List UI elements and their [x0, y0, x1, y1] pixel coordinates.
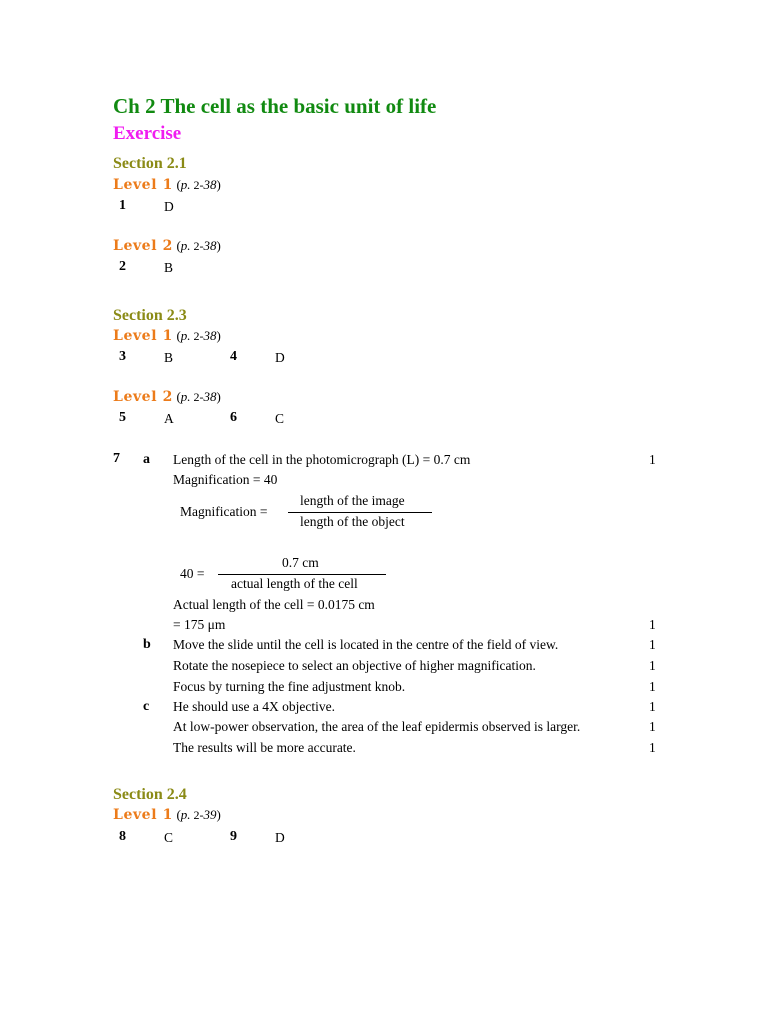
level-heading	[113, 390, 221, 405]
part-label: b	[143, 637, 151, 652]
answer: D	[164, 199, 174, 214]
page-reference: (p. 2-39)	[176, 807, 221, 822]
level-heading	[113, 178, 221, 193]
section-heading: Section 2.3	[113, 307, 187, 324]
mark: 1	[649, 740, 656, 755]
page-reference: (p. 2-38)	[176, 177, 221, 192]
question-number: 4	[230, 349, 237, 364]
level-label: Level 2	[113, 238, 173, 254]
level-heading	[113, 239, 221, 254]
answer-line: At low-power observation, the area of the leaf epidermis observed is larger.	[173, 719, 581, 734]
mark: 1	[649, 452, 656, 467]
section-heading: Section 2.4	[113, 786, 187, 803]
mark: 1	[649, 719, 656, 734]
question-number: 5	[119, 410, 126, 425]
page-reference: (p. 2-38)	[176, 238, 221, 253]
mark: 1	[649, 617, 656, 632]
answer: B	[164, 260, 174, 275]
level-label: Level 1	[113, 177, 173, 193]
question-number: 7	[113, 451, 120, 466]
mark: 1	[649, 699, 656, 714]
answer-line: Magnification = 40	[173, 472, 278, 487]
answer-line: He should use a 4X objective.	[173, 699, 335, 714]
question-number: 3	[119, 349, 126, 364]
page-reference: (p. 2-38)	[176, 389, 221, 404]
page-reference: (p. 2-38)	[176, 328, 221, 343]
equation-numerator: 0.7 cm	[282, 555, 319, 570]
section-heading: Section 2.1	[113, 155, 187, 172]
chapter-title: Ch 2 The cell as the basic unit of life	[113, 94, 437, 118]
answer-line: = 175 μm	[173, 617, 226, 632]
level-heading	[113, 329, 221, 344]
answer: D	[275, 350, 285, 365]
level-heading	[113, 808, 221, 823]
answer-line: Move the slide until the cell is located in the centre of the field of view.	[173, 637, 559, 652]
part-label: a	[143, 452, 150, 467]
fraction-bar	[288, 512, 432, 513]
formula-denominator: length of the object	[300, 514, 405, 529]
mark: 1	[649, 679, 656, 694]
answer-line: Length of the cell in the photomicrograph (L) = 0.7 cm	[173, 452, 471, 467]
answer: A	[164, 411, 174, 426]
level-label: Level 1	[113, 328, 173, 344]
level-label: Level 1	[113, 807, 173, 823]
question-number: 9	[230, 829, 237, 844]
mark: 1	[649, 658, 656, 673]
question-number: 1	[119, 198, 126, 213]
answer-line: Rotate the nosepiece to select an objective of higher magnification.	[173, 658, 536, 673]
equation-lhs: 40 =	[180, 566, 205, 581]
answer: C	[164, 830, 174, 845]
formula-lhs: Magnification =	[180, 504, 268, 519]
formula-numerator: length of the image	[300, 493, 405, 508]
fraction-bar	[218, 574, 386, 575]
question-number: 8	[119, 829, 126, 844]
answer: C	[275, 411, 285, 426]
answer: D	[275, 830, 285, 845]
answer-line: The results will be more accurate.	[173, 740, 356, 755]
question-number: 6	[230, 410, 237, 425]
mark: 1	[649, 637, 656, 652]
level-label: Level 2	[113, 389, 173, 405]
part-label: c	[143, 699, 150, 714]
answer-line: Focus by turning the fine adjustment knob.	[173, 679, 406, 694]
exercise-heading: Exercise	[113, 123, 182, 144]
equation-denominator: actual length of the cell	[231, 576, 358, 591]
answer-line: Actual length of the cell = 0.0175 cm	[173, 597, 375, 612]
answer: B	[164, 350, 174, 365]
question-number: 2	[119, 259, 126, 274]
